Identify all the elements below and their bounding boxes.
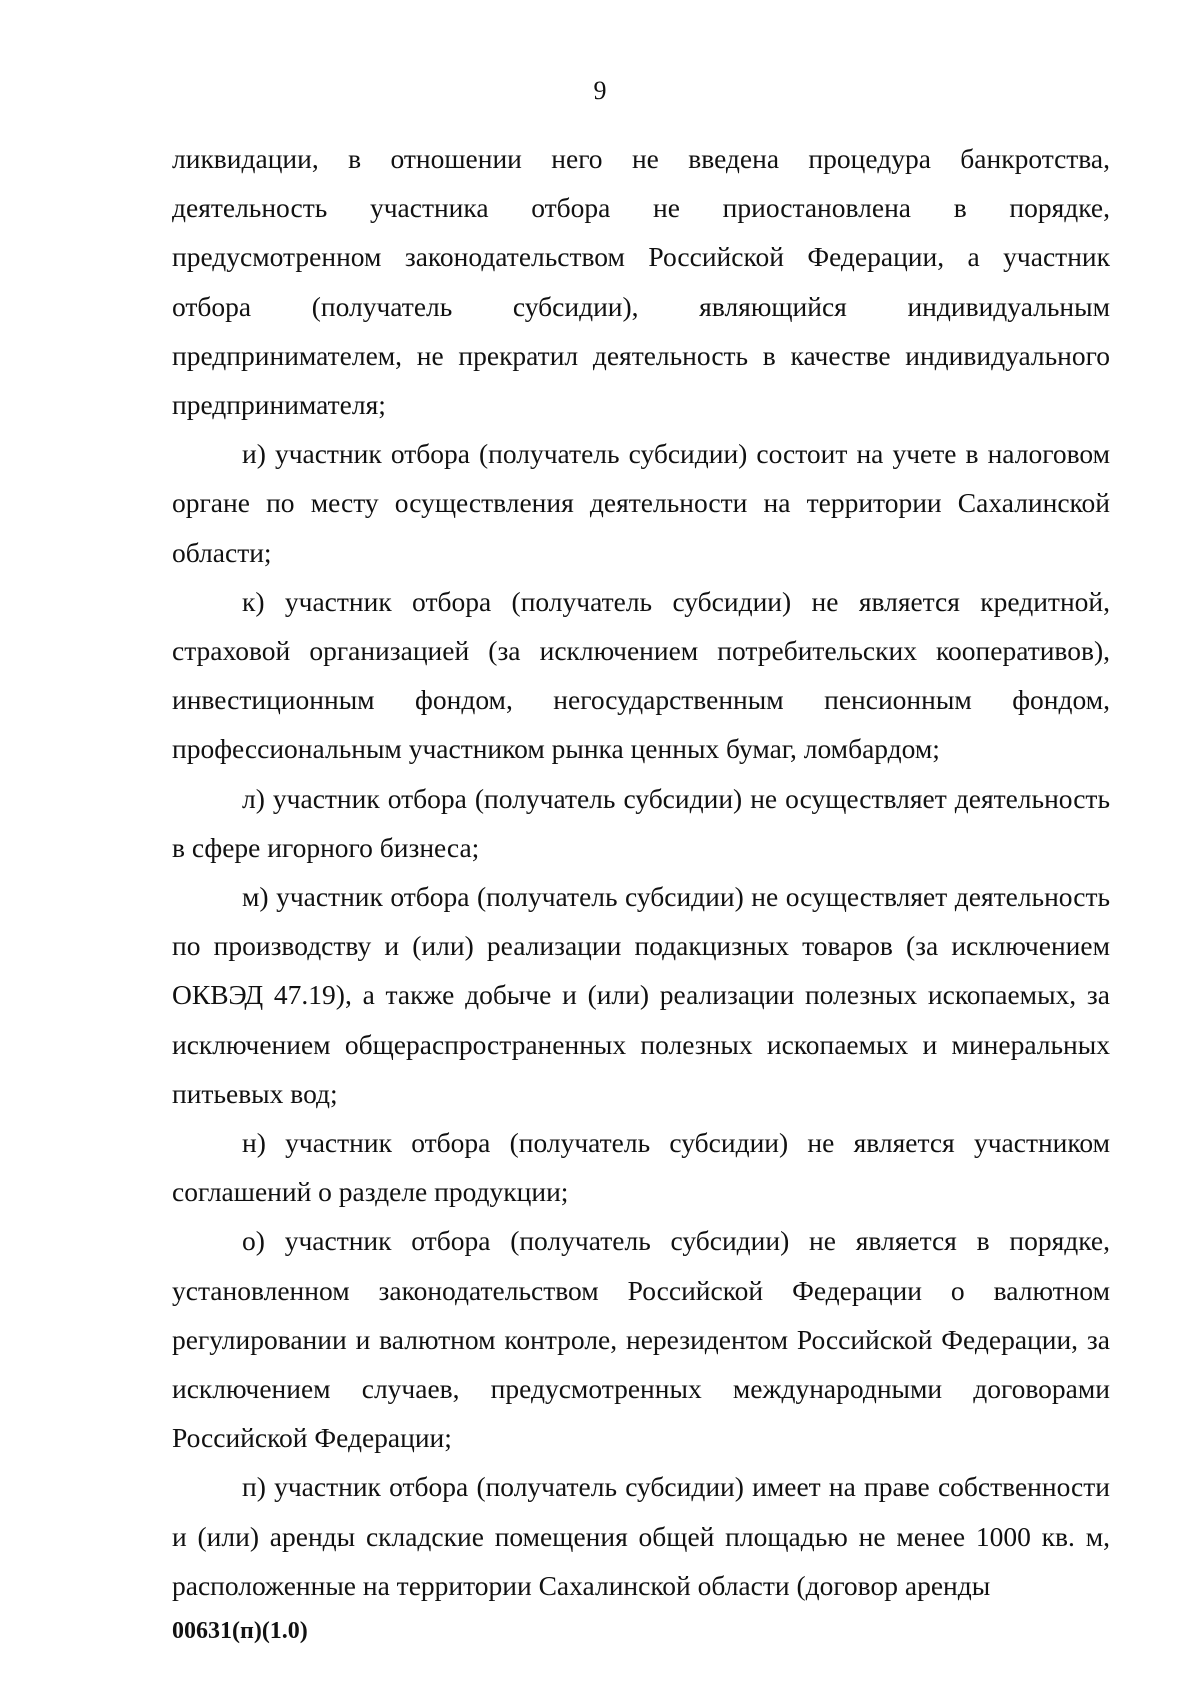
paragraph-item-l: л) участник отбора (получатель субсидии) не осуществляет деятельность в сфере игорного бизнеса; — [172, 782, 1110, 863]
document-code: 00631(п)(1.0) — [172, 1618, 308, 1644]
page-number: 9 — [593, 76, 607, 105]
paragraph-item-i: и) участник отбора (получатель субсидии) состоит на учете в налоговом органе по месту осуществления деятельности на территории Сахалинской области; — [172, 438, 1110, 568]
paragraph-item-o: о) участник отбора (получатель субсидии) не является в порядке, установленном законодательством Российской Федерации о валютном регулировании и валютном контроле, нерезидентом Российской Федерации, за исключением случаев, предусмотренных международными договорами Российской Федерации; — [172, 1225, 1110, 1454]
paragraph-item-k: к) участник отбора (получатель субсидии) не является кредитной, страховой организацией (за исключением потребительских кооперативов), инвестиционным фондом, негосударственным пенсионным фондом, профессиональным участником рынка ценных бумаг, ломбардом; — [172, 585, 1110, 765]
paragraph-item-p: п) участник отбора (получатель субсидии) имеет на праве собственности и (или) аренды складские помещения общей площадью не менее 1000 кв. м, расположенные на территории Сахалинской области (договор аренды — [172, 1471, 1110, 1601]
paragraph-continuation: ликвидации, в отношении него не введена процедура банкротства, деятельность участника отбора не приостановлена в порядке, предусмотренном законодательством Российской Федерации, а участник отбора (получатель субсидии), являющийся индивидуальным предпринимателем, не прекратил деятельность в качестве индивидуального предпринимателя; — [172, 143, 1110, 421]
document-body — [172, 134, 1110, 1610]
paragraph-item-m: м) участник отбора (получатель субсидии) не осуществляет деятельность по производству и (или) реализации подакцизных товаров (за исключением ОКВЭД 47.19), а также добыче и (или) реализации полезных ископаемых, за исключением общераспространенных полезных ископаемых и минеральных питьевых вод; — [172, 881, 1110, 1109]
paragraph-item-n: н) участник отбора (получатель субсидии) не является участником соглашений о разделе продукции; — [172, 1127, 1110, 1208]
